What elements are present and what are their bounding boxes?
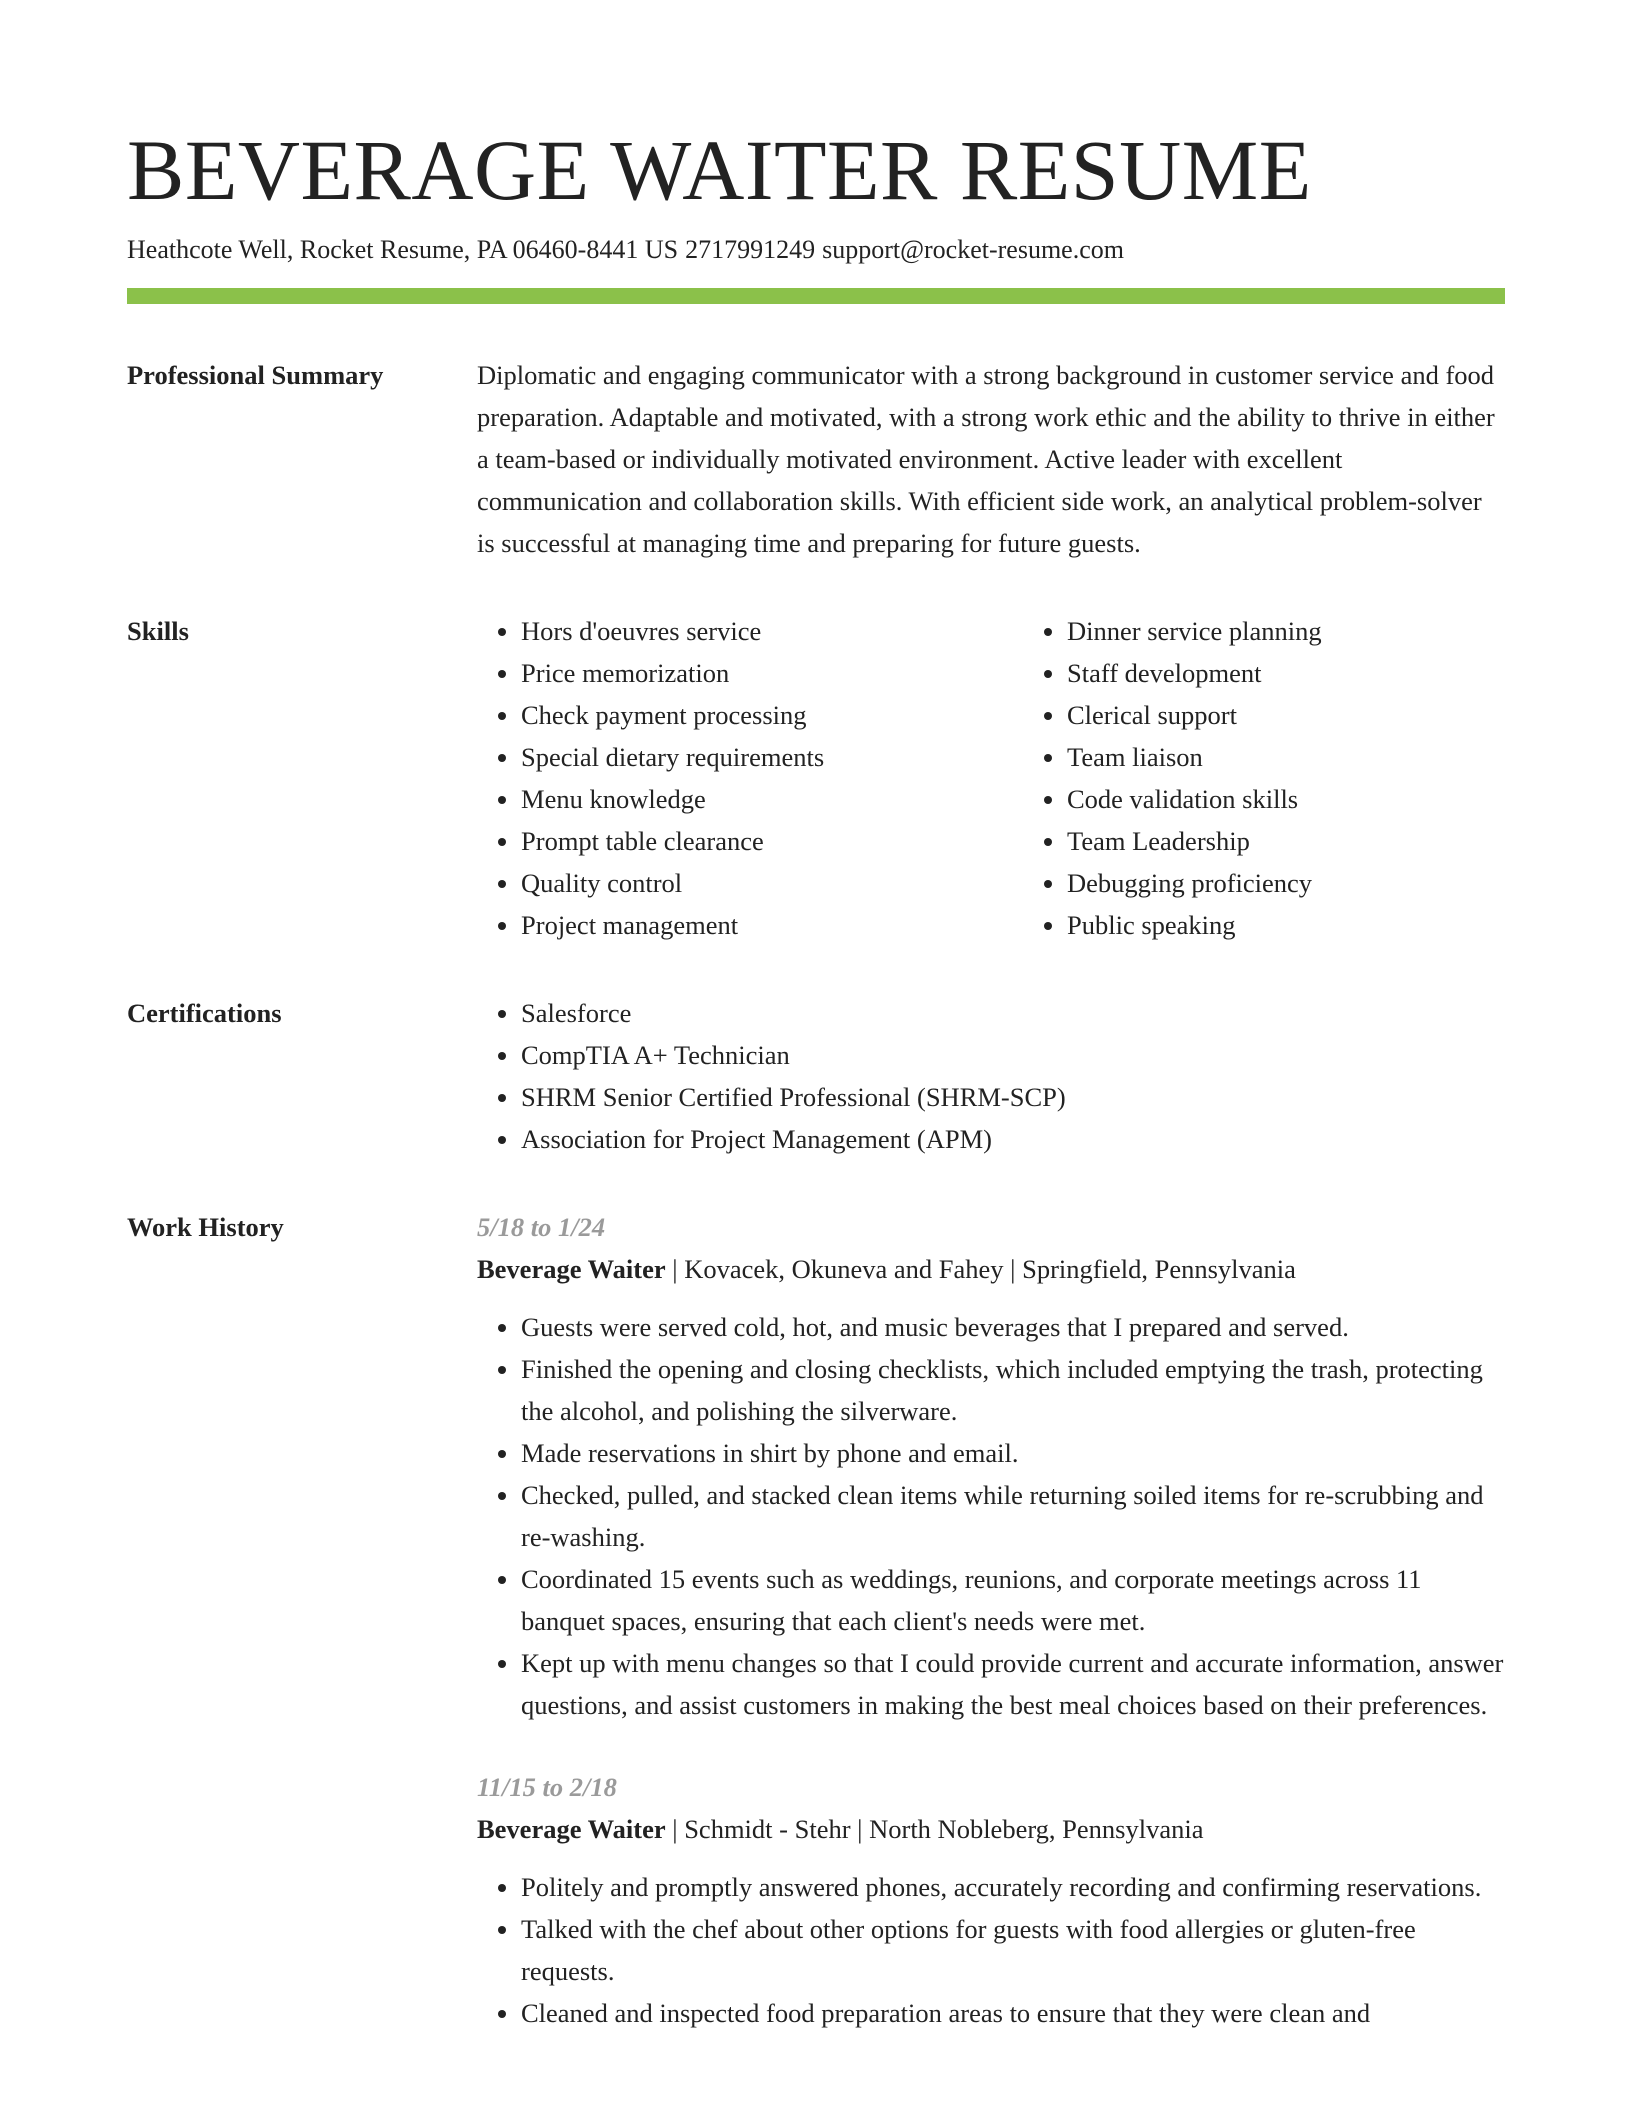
- job-separator: |: [665, 1254, 685, 1284]
- accent-divider: [127, 288, 1505, 304]
- job-title-line: [477, 1248, 1505, 1290]
- job-bullet: • Checked, pulled, and stacked clean items while returning soiled items for re-scrubbing and re-washing.: [521, 1474, 1505, 1558]
- skill-item: • Code validation skills: [1067, 778, 1569, 820]
- job-role: Beverage Waiter: [477, 1254, 666, 1284]
- job-bullet: • Cleaned and inspected food preparation areas to ensure that they were clean and: [521, 1992, 1505, 2034]
- job-bullet: • Talked with the chef about other options for guests with food allergies or gluten-free requests.: [521, 1908, 1505, 1992]
- job-entry: [477, 1206, 1505, 1726]
- work-history-section: [127, 1206, 1505, 2034]
- certifications-list: [477, 992, 1505, 1160]
- skill-item: • Hors d'oeuvres service: [521, 610, 1023, 652]
- job-title-line: [477, 1808, 1505, 1850]
- section-body: [477, 992, 1505, 1160]
- skill-item: • Debugging proficiency: [1067, 862, 1569, 904]
- skill-item: • Team Leadership: [1067, 820, 1569, 862]
- job-bullet: • Made reservations in shirt by phone and email.: [521, 1432, 1505, 1474]
- summary-section: [127, 354, 1505, 564]
- job-bullet: • Coordinated 15 events such as weddings, reunions, and corporate meetings across 11 banquet spaces, ensuring that each client's needs were met.: [521, 1558, 1505, 1642]
- job-bullets: [477, 1866, 1505, 2034]
- job-separator: |: [1003, 1254, 1023, 1284]
- skill-item: • Special dietary requirements: [521, 736, 1023, 778]
- skills-grid: [477, 610, 1569, 946]
- certification-item: • Salesforce: [521, 992, 1505, 1034]
- section-label: Professional Summary: [127, 360, 384, 390]
- section-label: Skills: [127, 616, 189, 646]
- contact-email: support@rocket-resume.com: [822, 235, 1124, 264]
- job-company: Schmidt - Stehr: [684, 1814, 851, 1844]
- job-separator: |: [850, 1814, 870, 1844]
- job-bullet: • Kept up with menu changes so that I could provide current and accurate information, answer questions, and assist customers in making the best meal choices based on their preferences.: [521, 1642, 1505, 1726]
- summary-text: Diplomatic and engaging communicator with a strong background in customer service and food preparation. Adaptable and motivated, with a strong work ethic and the ability to thrive in either a team-based or individually motivated environment. Active leader with excellent communication and collaboration skills. With efficient side work, an analytical problem-solver is successful at managing time and preparing for future guests.: [477, 360, 1495, 558]
- section-label: Certifications: [127, 998, 282, 1028]
- contact-address: Heathcote Well, Rocket Resume, PA 06460-8441 US: [127, 235, 679, 264]
- section-body: [477, 354, 1505, 564]
- job-bullet: • Finished the opening and closing checklists, which included emptying the trash, protecting the alcohol, and polishing the silverware.: [521, 1348, 1505, 1432]
- section-body: [477, 1206, 1505, 2034]
- skill-item: • Staff development: [1067, 652, 1569, 694]
- skill-item: • Team liaison: [1067, 736, 1569, 778]
- skill-item: • Dinner service planning: [1067, 610, 1569, 652]
- skills-list-right: [1023, 610, 1569, 946]
- skill-item: • Public speaking: [1067, 904, 1569, 946]
- skills-list-left: [477, 610, 1023, 946]
- certification-item: • Association for Project Management (APM): [521, 1118, 1505, 1160]
- job-bullets: [477, 1306, 1505, 1726]
- job-dates: 5/18 to 1/24: [477, 1212, 606, 1242]
- job-location: North Nobleberg, Pennsylvania: [869, 1814, 1204, 1844]
- job-company: Kovacek, Okuneva and Fahey: [684, 1254, 1004, 1284]
- skill-item: • Prompt table clearance: [521, 820, 1023, 862]
- skill-item: • Quality control: [521, 862, 1023, 904]
- skill-item: • Check payment processing: [521, 694, 1023, 736]
- job-location: Springfield, Pennsylvania: [1022, 1254, 1296, 1284]
- skill-item: • Menu knowledge: [521, 778, 1023, 820]
- resume-title: BEVERAGE WAITER RESUME: [127, 122, 1312, 218]
- job-dates: 11/15 to 2/18: [477, 1772, 617, 1802]
- certifications-section: [127, 992, 1505, 1160]
- job-entry: [477, 1766, 1505, 2034]
- skills-section: [127, 610, 1505, 946]
- certification-item: • SHRM Senior Certified Professional (SHRM-SCP): [521, 1076, 1505, 1118]
- section-label: Work History: [127, 1212, 284, 1242]
- job-bullet: • Politely and promptly answered phones, accurately recording and confirming reservations.: [521, 1866, 1505, 1908]
- job-bullet: • Guests were served cold, hot, and music beverages that I prepared and served.: [521, 1306, 1505, 1348]
- contact-phone: 2717991249: [685, 235, 816, 264]
- job-role: Beverage Waiter: [477, 1814, 666, 1844]
- certification-item: • CompTIA A+ Technician: [521, 1034, 1505, 1076]
- skill-item: • Clerical support: [1067, 694, 1569, 736]
- skill-item: • Project management: [521, 904, 1023, 946]
- job-separator: |: [665, 1814, 685, 1844]
- skill-item: • Price memorization: [521, 652, 1023, 694]
- contact-line: [127, 232, 1505, 268]
